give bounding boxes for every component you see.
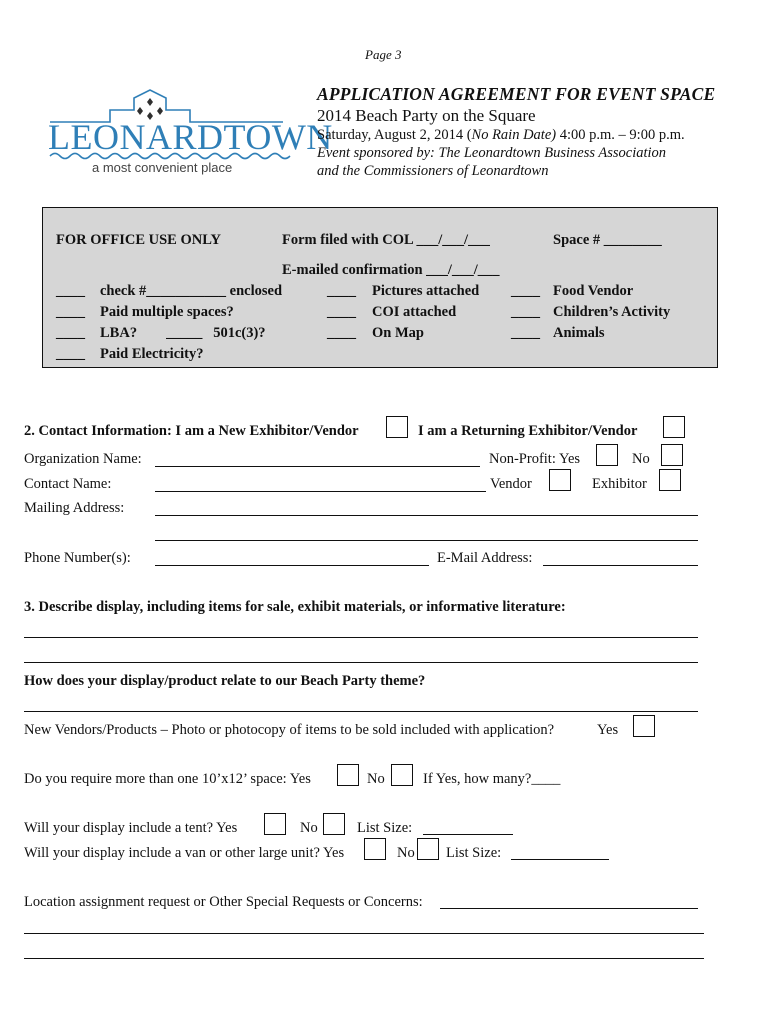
tent-list-size-label: List Size: [357,820,413,836]
office-blank[interactable]: ____ [56,346,85,362]
tent-no-label: No [300,820,318,836]
on-map-item: On Map [372,325,424,341]
pictures-attached-item: Pictures attached [372,283,480,299]
van-no-checkbox[interactable] [417,838,439,860]
theme-field[interactable] [24,711,698,712]
contact-name-field[interactable] [155,491,486,492]
email-label: E-Mail Address: [437,550,533,566]
phone-label: Phone Number(s): [24,550,131,566]
contact-name-label: Contact Name: [24,476,112,492]
space-number-field[interactable]: Space # ________ [553,232,662,248]
tent-no-checkbox[interactable] [323,813,345,835]
check-number-item: check #___________ enclosed [100,283,283,299]
vendor-checkbox[interactable] [549,469,571,491]
nonprofit-no-label: No [632,451,650,467]
new-vendors-question: New Vendors/Products – Photo or photocopy of items to be sold included with application? [24,722,555,738]
food-vendor-item: Food Vendor [553,283,634,299]
nonprofit-yes-checkbox[interactable] [596,444,618,466]
logo-wordmark: LEONARDTOWN [48,117,333,157]
childrens-activity-item: Children’s Activity [553,304,671,320]
paid-electricity-item: Paid Electricity? [100,346,204,362]
mailing-address-field-1[interactable] [155,515,698,516]
coi-attached-item: COI attached [372,304,457,320]
contact-heading: 2. Contact Information: I am a New Exhibitor/Vendor [24,423,359,439]
location-field-1[interactable] [24,933,704,934]
space-question: Do you require more than one 10’x12’ space: Yes [24,771,311,787]
lba-item: LBA? _____ 501c(3)? [100,325,266,341]
location-field-2[interactable] [24,958,704,959]
emailed-confirmation-field[interactable]: E-mailed confirmation ___/___/___ [282,262,500,278]
paid-multiple-item: Paid multiple spaces? [100,304,234,320]
sponsor-line-2: and the Commissioners of Leonardtown [317,163,549,179]
animals-item: Animals [553,325,605,341]
section3-heading: 3. Describe display, including items for sale, exhibit materials, or informative literature: [24,599,566,615]
returning-exhibitor-checkbox[interactable] [663,416,685,438]
office-use-panel [42,207,718,368]
tent-list-size-field[interactable] [423,834,513,835]
office-blank[interactable]: ____ [56,325,85,341]
organization-label: Organization Name: [24,451,142,467]
van-yes-checkbox[interactable] [364,838,386,860]
new-vendors-yes-label: Yes [597,722,619,738]
new-vendors-yes-checkbox[interactable] [633,715,655,737]
exhibitor-checkbox[interactable] [659,469,681,491]
office-blank[interactable]: ____ [327,325,356,341]
space-no-label: No [367,771,385,787]
nonprofit-yes-label: Non-Profit: Yes [489,451,581,467]
location-question: Location assignment request or Other Special Requests or Concerns: [24,894,423,910]
page-label: Page 3 [365,47,402,62]
organization-field[interactable] [155,466,480,467]
van-no-label: No [397,845,415,861]
vendor-label: Vendor [490,476,532,492]
office-blank[interactable]: ____ [511,304,540,320]
logo-tagline: a most convenient place [92,160,233,175]
office-blank[interactable]: ____ [327,283,356,299]
van-list-size-field[interactable] [511,859,609,860]
office-blank[interactable]: ____ [56,283,85,299]
nonprofit-no-checkbox[interactable] [661,444,683,466]
theme-question: How does your display/product relate to our Beach Party theme? [24,673,426,689]
describe-field-2[interactable] [24,662,698,663]
mailing-address-field-2[interactable] [155,540,698,541]
van-list-size-label: List Size: [446,845,502,861]
mailing-address-label: Mailing Address: [24,500,125,516]
office-heading: FOR OFFICE USE ONLY [56,232,222,248]
office-blank[interactable]: ____ [511,325,540,341]
how-many-field[interactable]: If Yes, how many?____ [423,771,561,787]
van-question: Will your display include a van or other large unit? Yes [24,845,345,861]
event-date: Saturday, August 2, 2014 (No Rain Date) 4:00 p.m. – 9:00 p.m. [317,127,685,143]
office-blank[interactable]: ____ [511,283,540,299]
form-filed-field[interactable]: Form filed with COL ___/___/___ [282,232,490,248]
location-field-0[interactable] [440,908,698,909]
event-name: 2014 Beach Party on the Square [317,106,536,125]
new-exhibitor-checkbox[interactable] [386,416,408,438]
office-blank[interactable]: ____ [56,304,85,320]
tent-yes-checkbox[interactable] [264,813,286,835]
returning-label: I am a Returning Exhibitor/Vendor [418,423,638,439]
space-no-checkbox[interactable] [391,764,413,786]
space-yes-checkbox[interactable] [337,764,359,786]
form-title: APPLICATION AGREEMENT FOR EVENT SPACE [317,84,716,104]
email-field[interactable] [543,565,698,566]
sponsor-line-1: Event sponsored by: The Leonardtown Business Association [317,145,667,161]
describe-field-1[interactable] [24,637,698,638]
exhibitor-label: Exhibitor [592,476,647,492]
phone-field[interactable] [155,565,429,566]
tent-question: Will your display include a tent? Yes [24,820,238,836]
leonardtown-logo [48,88,333,180]
office-blank[interactable]: ____ [327,304,356,320]
